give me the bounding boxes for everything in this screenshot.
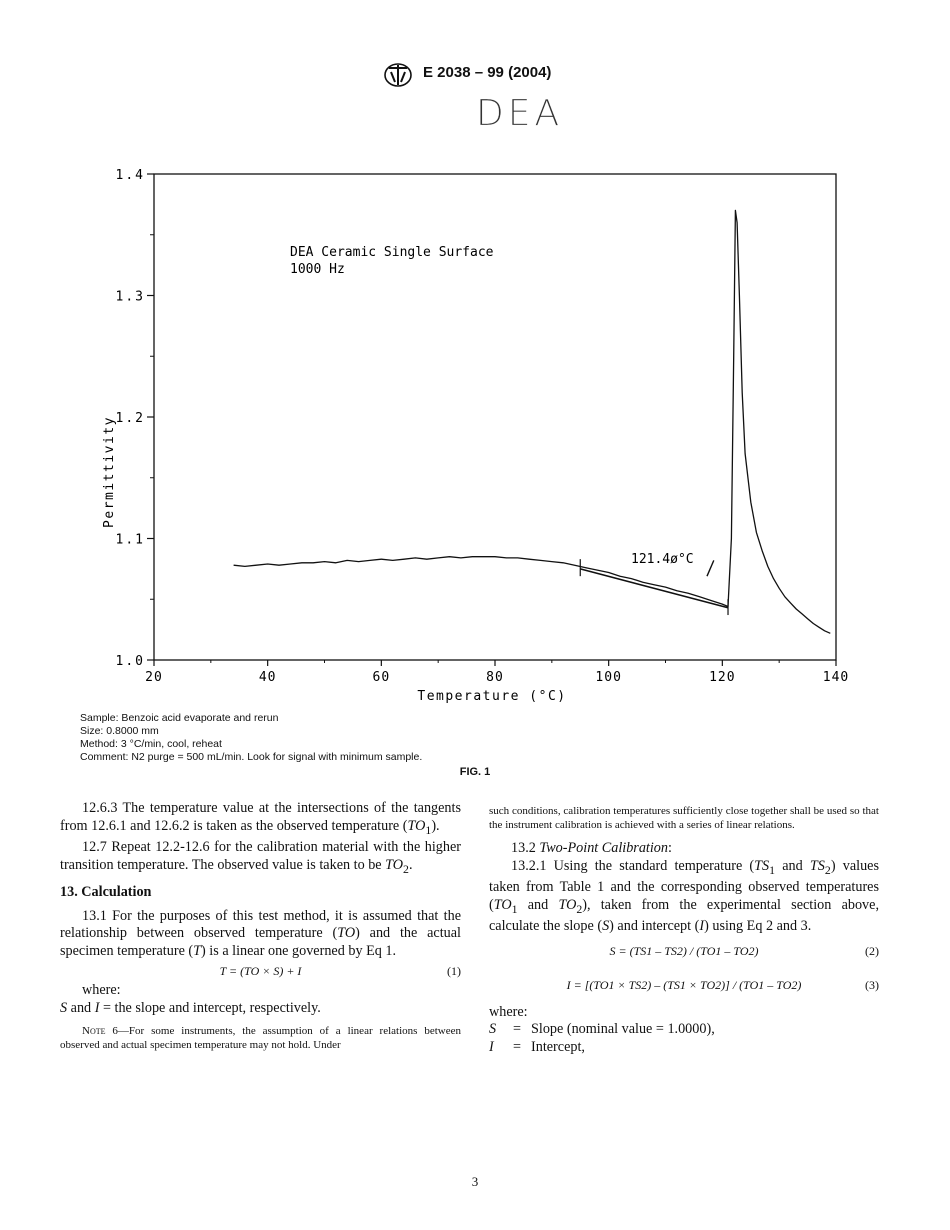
dea-chart xyxy=(90,160,860,720)
y-tick-label: 1.0 xyxy=(115,654,145,669)
equation-3: I = [(TO1 × TS2) – (TS1 × TO2)] / (TO1 – TO2) (3) xyxy=(566,977,879,992)
note-6-continued: such conditions, calibration temperatures sufficiently close together shall be used so that the instrument calibration is achieved with a series of linear relations. xyxy=(489,805,879,831)
figure-label: DEA xyxy=(476,93,564,134)
peak-annotation: 121.4ø°C xyxy=(631,552,694,567)
y-tick-label: 1.4 xyxy=(115,168,145,183)
y-ticks xyxy=(116,168,154,669)
note-6: Note 6—For some instruments, the assumption of a linear relations between observed and actual specimen temperature may not hold. Under xyxy=(60,1024,461,1051)
x-tick-label: 80 xyxy=(486,670,504,685)
section-heading-calculation: 13. Calculation xyxy=(60,884,152,901)
chart-axes xyxy=(154,174,836,660)
page-number: 3 xyxy=(471,1174,479,1189)
plot-frame xyxy=(154,174,836,660)
x-ticks xyxy=(145,660,849,685)
para-12-6-3: 12.6.3 The temperature value at the intersections of the tangents from 12.6.1 and 12.6.2 is taken as the observed temperature $(TO_1)$. xyxy=(60,800,461,837)
chart-subtitle: 1000 Hz xyxy=(290,262,345,277)
para-13-1: 13.1 For the purposes of this test method, it is assumed that the relationship between observed temperature (TO) and the actual specimen temperature (T) is a linear one governed by Eq 1. xyxy=(60,907,461,959)
right-column xyxy=(489,804,879,1056)
chart-title: DEA Ceramic Single Surface xyxy=(290,245,494,260)
astm-logo-icon xyxy=(383,62,413,88)
x-tick-label: 40 xyxy=(258,670,277,685)
para-12-7: 12.7 Repeat 12.2-12.6 for the calibration material with the higher transition temperature. The observed value is taken to be $TO_2$. xyxy=(60,839,461,876)
x-tick-label: 60 xyxy=(372,670,391,685)
page-header xyxy=(0,62,950,92)
figure-caption: FIG. 1 xyxy=(459,766,491,778)
y-tick-label: 1.2 xyxy=(115,411,145,426)
annotation-pointer xyxy=(707,560,714,576)
tangent-line xyxy=(580,569,728,608)
heading-13-2: 13.2 Two-Point Calibration: xyxy=(511,840,672,856)
x-tick-label: 20 xyxy=(145,670,163,685)
left-column xyxy=(60,800,461,1052)
definition-i: I = Intercept, xyxy=(489,1038,585,1055)
note-sample: Sample: Benzoic acid evaporate and rerun xyxy=(80,712,279,724)
figure-notes xyxy=(80,712,422,764)
equation-2: S = (TS1 – TS2) / (TO1 – TO2) (2) xyxy=(609,943,879,958)
y-axis-label: Permittivity xyxy=(102,416,117,528)
where-label: where: xyxy=(82,982,121,999)
x-tick-label: 100 xyxy=(595,670,622,685)
standard-designation: E 2038 – 99 (2004) xyxy=(423,64,552,81)
where-label-right: where: xyxy=(489,1003,528,1020)
note-method: Method: 3 °C/min, cool, reheat xyxy=(80,738,222,750)
equation-1: T = (TO × S) + I (1) xyxy=(219,964,461,979)
para-13-2-1: 13.2.1 Using the standard temperature ($TS_1$ and $TS_2$) values taken from Table 1 and the corresponding observed temperatures ($TO_1$ and $TO_2$), taken from the experimental section above, calculate the slope (S) and intercept (I) using Eq 2 and 3. xyxy=(489,857,879,935)
y-tick-label: 1.3 xyxy=(115,289,145,305)
x-tick-label: 120 xyxy=(709,670,736,685)
x-tick-label: 140 xyxy=(822,670,850,685)
definition-s-i: S and I = the slope and intercept, respectively. xyxy=(60,1000,321,1016)
x-axis-label: Temperature (°C) xyxy=(417,689,567,704)
note-size: Size: 0.8000 mm xyxy=(80,725,159,737)
y-tick-label: 1.1 xyxy=(115,532,145,548)
definition-s: S = Slope (nominal value = 1.0000), xyxy=(489,1021,715,1038)
note-comment: Comment: N2 purge = 500 mL/min. Look for signal with minimum sample. xyxy=(80,751,423,763)
